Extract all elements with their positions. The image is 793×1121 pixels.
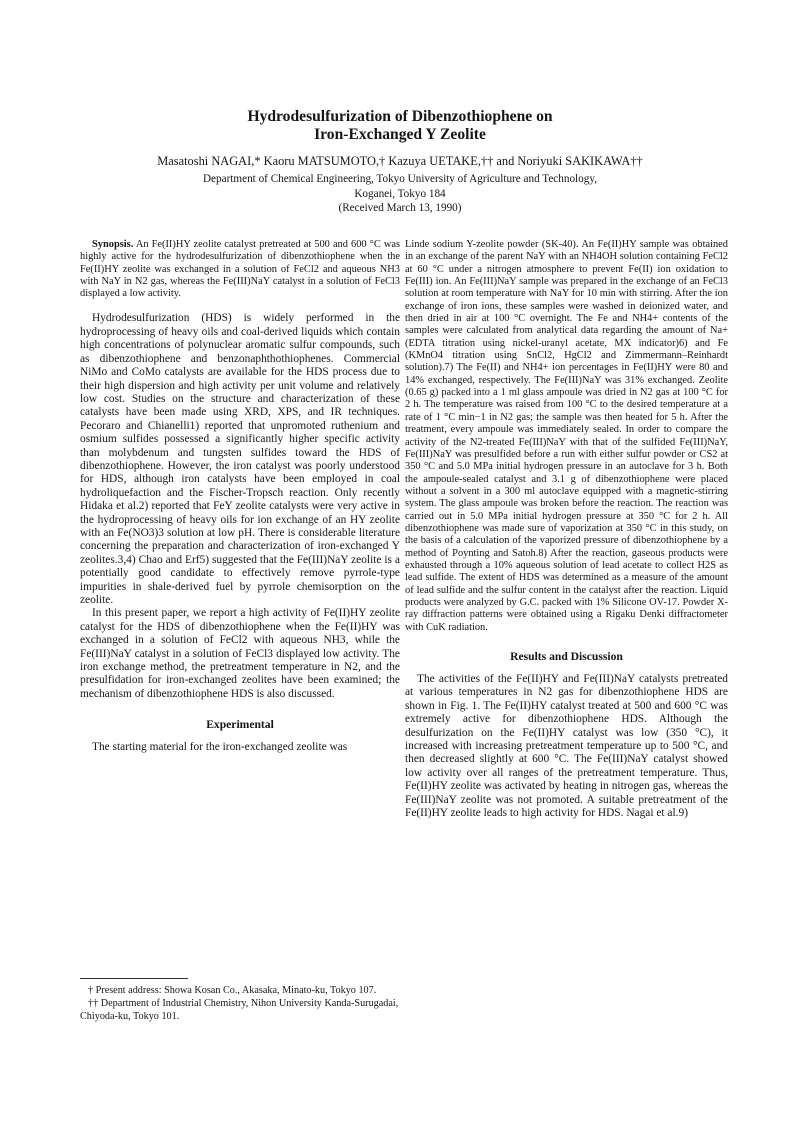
title-line-2: Iron-Exchanged Y Zeolite <box>314 126 486 143</box>
synopsis <box>80 239 400 300</box>
received-date: (Received March 13, 1990) <box>338 202 462 214</box>
footnote-1: † Present address: Showa Kosan Co., Akasaka, Minato-ku, Tokyo 107. <box>88 985 377 996</box>
experimental-heading: Experimental <box>206 718 274 732</box>
affiliation-line-1: Department of Chemical Engineering, Tokyo University of Agriculture and Technology, <box>202 173 598 185</box>
affiliation-line-2: Koganei, Tokyo 184 <box>354 187 446 200</box>
footnote-rule <box>80 978 188 979</box>
author-list: Masatoshi NAGAI,* Kaoru MATSUMOTO,† Kazuya UETAKE,†† and Noriyuki SAKIKAWA†† <box>157 154 643 168</box>
article-title <box>100 108 700 144</box>
footnote-2: †† Department of Industrial Chemistry, Nihon University Kanda-Surugadai, Chiyoda-ku, Tokyo 101. <box>80 998 399 1022</box>
experimental-paragraph-continued: Linde sodium Y-zeolite powder (SK-40). An Fe(II)HY sample was obtained in an exchange of the parent NaY with an NH4OH solution containing FeCl2 at 60 °C under a nitrogen atmosphere to prevent Fe(II) ion oxidation to Fe(III) ion. An Fe(III)NaY sample was prepared in the exchange of an FeCl3 solution at room temperature with NaY for 10 min with stirring. After the ion exchange of iron ions, these samples were washed in deionized water, and then dried in air at 100 °C overnight. The Fe and NH4+ contents of the samples were calculated from analytical data regarding the amount of Na+ (EDTA titration using nickel-uranyl acetate, MX indicator)6) and Fe (KMnO4 titration using SnCl2, HgCl2 and Zimmermann–Reinhardt solution).7) The Fe(II) and NH4+ ion percentages in Fe(II)HY were 80 and 14% exchanged, respectively. The Fe(III)NaY was 31% exchanged. Zeolite (0.65 g) packed into a 1 ml glass ampoule was dried in N2 gas at 100 °C for 2 h. The temperature was raised from 100 °C to the desired temperature at a rate of 1 °C min−1 in N2 gas; the sample was then heated for 5 h. After the treatment, every ampoule was immediately sealed. In order to compare the activity of the N2-treated Fe(III)NaY with that of the sulfided Fe(III)NaY, Fe(III)NaY was presulfided before a run with either sulfur powder or CS2 at 350 °C and 5.0 MPa initial hydrogen pressure in an autoclave for 3 h. Both the ampoule-sealed catalyst and 3.1 g of dibenzothiophene were placed without a solvent in a 300 ml autoclave equipped with a magnetic-stirring system. The glass ampoule was broken before the reaction. The reaction was carried out in 5.0 MPa initial hydrogen pressure at 350 °C for 2 h. All dibenzothiophene was made sure of vaporization at 350 °C in this study, on the basis of a calculation of the vaporized pressure of dibenzothiophene by a method of Poynting and Satoh.8) After the reaction, gaseous products were exhausted through a 10% aqueous solution of lead acetate to collect H2S as lead sulfide. The extent of HDS was determined as a measure of the amount of lead sulfide and the sulfur content in the catalyst after the reaction. Liquid products were analyzed by G.C. packed with 1% Silicone OV-17. Powder X-ray diffraction patterns were obtained using a Rigaku Denki diffractometer with CuK radiation. <box>405 239 728 633</box>
footnotes <box>80 978 400 1023</box>
synopsis-label: Synopsis. <box>92 239 134 250</box>
title-line-1: Hydrodesulfurization of Dibenzothiophene on <box>247 108 553 125</box>
intro-paragraph-2: In this present paper, we report a high activity of Fe(II)HY zeolite catalyst for the HDS of dibenzothiophene when the Fe(II)HY was exchanged in a solution of FeCl2 with aqueous NH3, while the Fe(III)NaY catalyst in a solution of FeCl3 displayed low activity. The iron exchange method, the pretreatment temperature in N2, and the presulfidation for iron-exchanged zeolites have been examined; the mechanism of dibenzothiophene HDS is also discussed. <box>80 607 400 700</box>
intro-paragraph-1: Hydrodesulfurization (HDS) is widely performed in the hydroprocessing of heavy oils and coal-derived liquids which contain high concentrations of polynuclear aromatic sulfur compounds, such as dibenzothiophene and benzonaphthothiophenes. Commercial NiMo and CoMo catalysts are available for the HDS process due to their high dispersion and high activity per unit volume and relatively low cost. Studies on the structure and characterization of these catalysts have been made using XRD, XPS, and IR techniques. Pecoraro and Chianelli1) reported that unpromoted ruthenium and osmium sulfides possessed a significantly higher specific activity than molybdenum and tungsten sulfides toward the HDS of dibenzothiophene. However, the iron catalyst was poorly understood for HDS, although iron catalysts have been employed in coal hydroliquefaction and the Fischer-Tropsch reaction. Only recently Hidaka et al.2) reported that FeY zeolite catalysts were very active in the hydroprocessing of heavy oils for ion exchange of an HY zeolite with an Fe(NO3)3 solution at low pH. There is considerable literature concerning the preparation and characterization of iron-exchanged Y zeolites.3,4) Chao and Erf5) suggested that the Fe(III)NaY zeolite is a potentially good candidate to effectively remove pyrrole-type impurities in shale-derived fuel by pyrrole chemisorption on the zeolite. <box>80 312 400 607</box>
left-column <box>80 239 400 755</box>
results-paragraph-1: The activities of the Fe(II)HY and Fe(III)NaY catalysts pretreated at various temperatures in N2 gas for dibenzothiophene HDS are shown in Fig. 1. The Fe(II)HY catalyst treated at 500 and 600 °C was extremely active for dibenzothiophene HDS. Although the desulfurization on the Fe(II)HY catalyst was low (350 °C), it increased with increasing pretreatment temperature up to 500 °C, and then decreased slightly at 600 °C. The Fe(III)NaY catalyst showed low activity over all ranges of the pretreatment temperature. Thus, Fe(II)HY zeolite was activated by heating in nitrogen gas, whereas the Fe(III)NaY zeolite was not promoted. A suitable pretreatment of the Fe(II)HY zeolite leads to high activity for HDS. Nagai et al.9) <box>405 673 728 820</box>
affiliation <box>80 172 720 216</box>
results-heading: Results and Discussion <box>510 650 623 663</box>
experimental-paragraph-start: The starting material for the iron-exchanged zeolite was <box>92 741 348 754</box>
synopsis-text: An Fe(II)HY zeolite catalyst pretreated at 500 and 600 °C was highly active for the hydrodesulfurization of dibenzothiophene when the Fe(II)HY zeolite was exchanged in a solution of FeCl2 and aqueous NH3 with NaY in N2 gas, whereas the Fe(III)NaY catalyst in a solution of FeCl3 displayed a low activity. <box>80 239 401 300</box>
right-column <box>405 239 728 820</box>
